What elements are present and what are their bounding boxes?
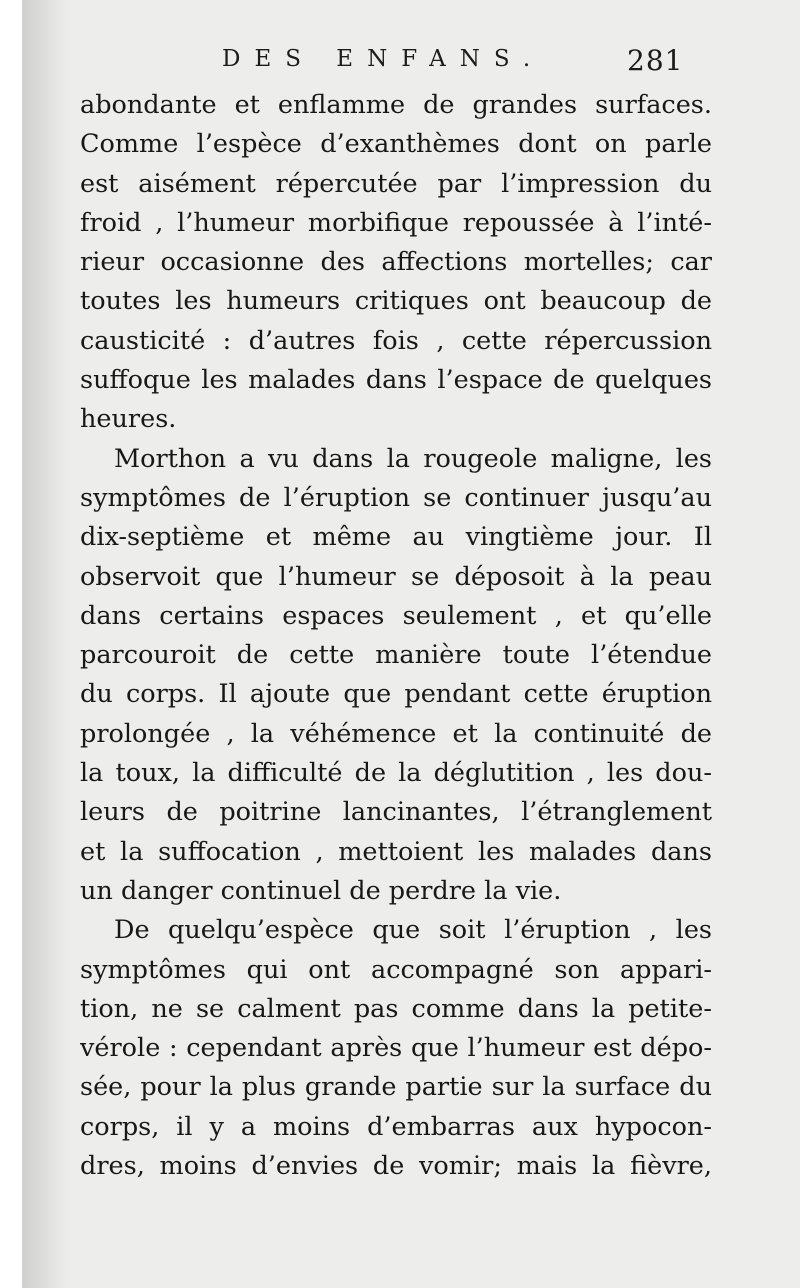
paragraph-2: [80, 440, 712, 912]
text-line: la toux, la difficulté de la déglutition , les dou-: [80, 758, 712, 789]
text-line: du corps. Il ajoute que pendant cette éruption: [80, 679, 712, 710]
text-line: est aisément répercutée par l’impression du: [80, 168, 712, 199]
text-line: corps, il y a moins d’embarras aux hypocon-: [80, 1111, 712, 1142]
text-line: prolongée , la véhémence et la continuité de: [80, 718, 712, 749]
body-text: [80, 86, 712, 1186]
paragraph-1: [80, 86, 712, 440]
page-number: 281: [627, 44, 684, 77]
running-head: DES ENFANS.: [222, 46, 545, 72]
text-line: heures.: [80, 404, 177, 435]
page-header: [22, 42, 800, 82]
text-line: froid , l’humeur morbifique repoussée à l’inté-: [80, 207, 712, 238]
text-line: sée, pour la plus grande partie sur la surface du: [80, 1072, 712, 1103]
text-line: symptômes qui ont accompagné son appari-: [80, 954, 712, 985]
paragraph-3: [80, 911, 712, 1186]
text-line: toutes les humeurs critiques ont beaucoup de: [80, 286, 712, 317]
text-line: Morthon a vu dans la rougeole maligne, les: [114, 443, 712, 474]
text-line: tion, ne se calment pas comme dans la petite-: [80, 993, 712, 1024]
text-line: dans certains espaces seulement , et qu’elle: [80, 600, 712, 631]
text-line: De quelqu’espèce que soit l’éruption , les: [114, 915, 712, 946]
text-line: leurs de poitrine lancinantes, l’étranglement: [80, 797, 712, 828]
text-line: rieur occasionne des affections mortelles; car: [80, 247, 712, 278]
book-page: [22, 0, 800, 1288]
text-line: symptômes de l’éruption se continuer jusqu’au: [80, 482, 712, 513]
text-line: dres, moins d’envies de vomir; mais la fièvre,: [80, 1151, 712, 1182]
text-line: et la suffocation , mettoient les malades dans: [80, 836, 712, 867]
text-line: un danger continuel de perdre la vie.: [80, 875, 562, 906]
text-line: abondante et enflamme de grandes surfaces.: [80, 90, 712, 120]
text-line: parcouroit de cette manière toute l’étendue: [80, 640, 712, 671]
text-line: observoit que l’humeur se déposoit à la peau: [80, 561, 712, 592]
text-line: causticité : d’autres fois , cette répercussion: [80, 325, 712, 356]
text-line: vérole : cependant après que l’humeur est dépo-: [80, 1033, 712, 1064]
text-line: suffoque les malades dans l’espace de quelques: [80, 365, 712, 396]
text-line: dix-septième et même au vingtième jour. Il: [80, 522, 712, 553]
text-line: Comme l’espèce d’exanthèmes dont on parle: [80, 129, 712, 160]
page-gutter-shadow: [22, 0, 68, 1288]
